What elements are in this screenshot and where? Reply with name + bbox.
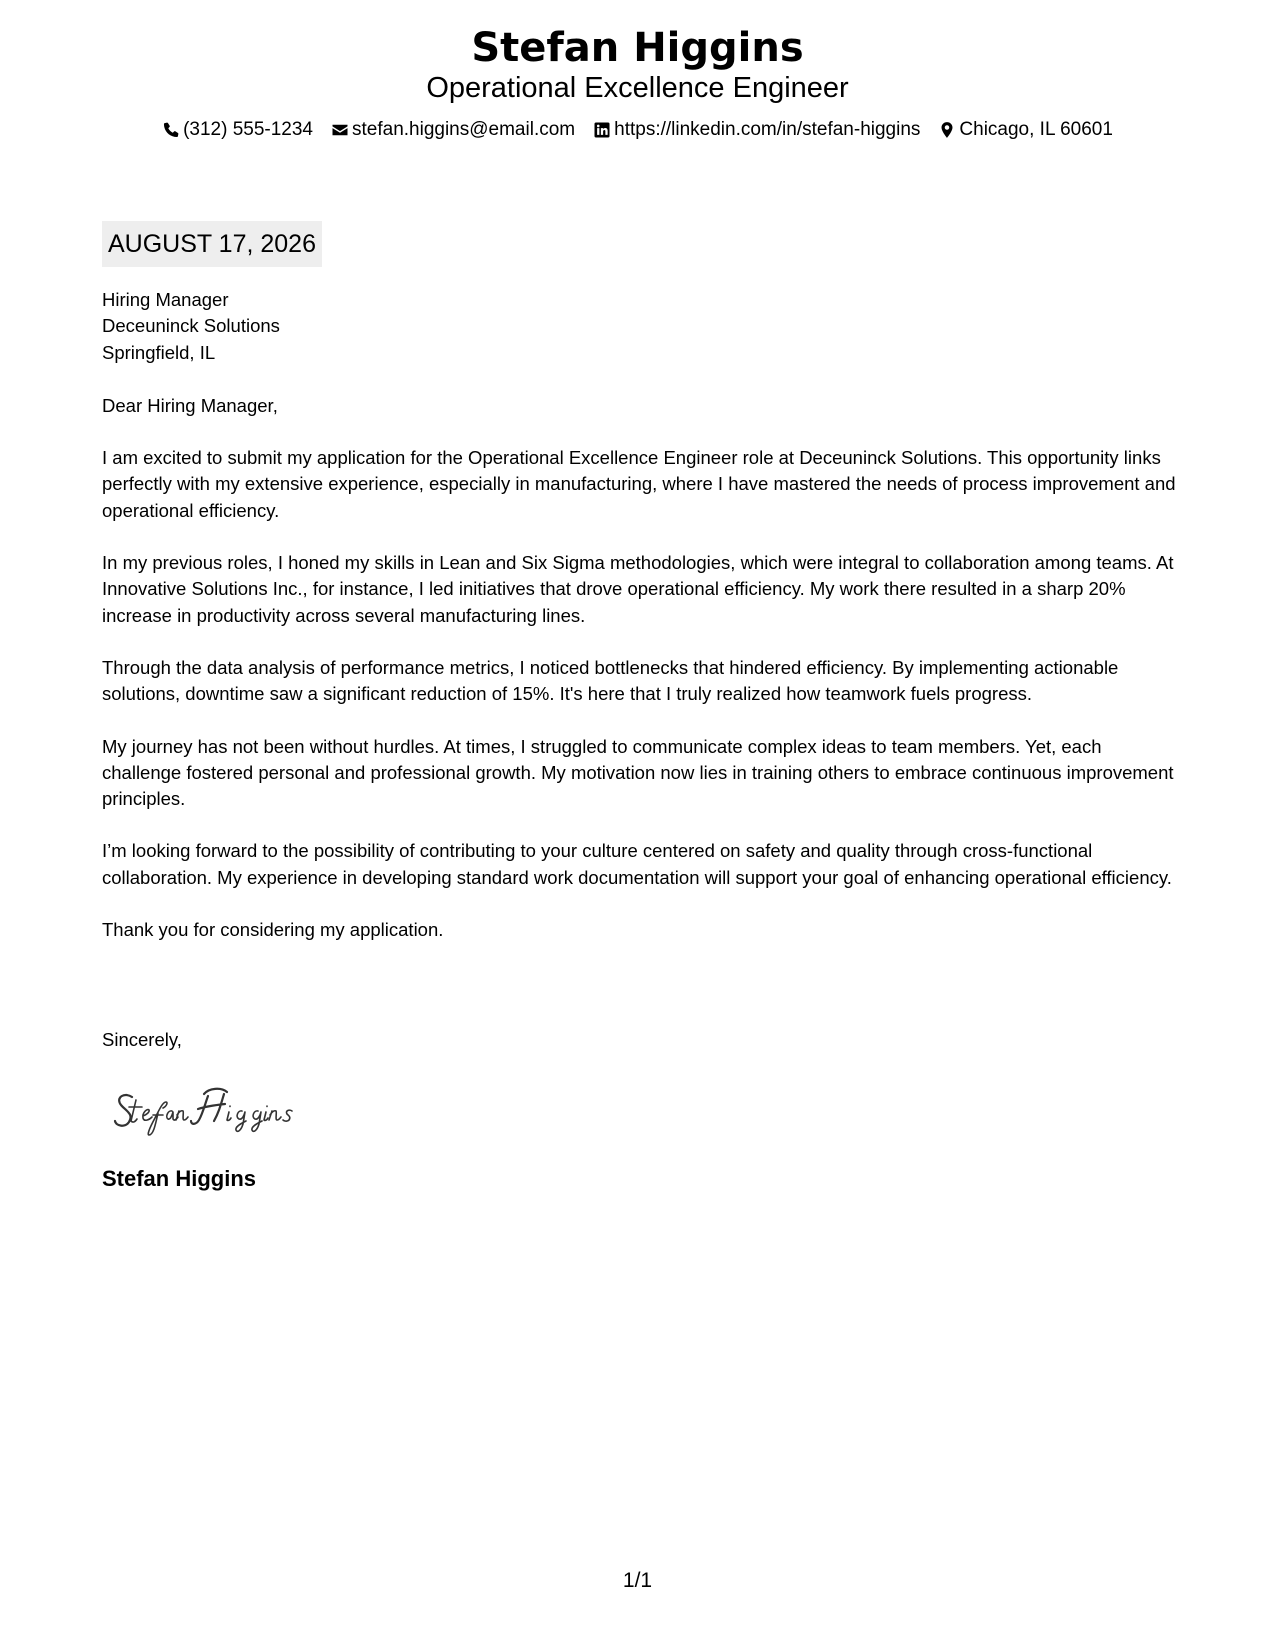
paragraph-growth: My journey has not been without hurdles. At times, I struggled to communicate complex ideas to team members. Yet, each challenge fostered personal and professional growth. My motivation now lies in training others to embrace continuous improvement principles. — [102, 735, 1174, 810]
envelope-icon — [331, 121, 349, 139]
paragraph-experience: In my previous roles, I honed my skills in Lean and Six Sigma methodologies, which were integral to collaboration among teams. At Innovative Solutions Inc., for instance, I led initiatives that drove operational efficiency. My work there resulted in a sharp 20% increase in productivity across several manufacturing lines. — [102, 552, 1174, 626]
recipient-block — [102, 287, 1182, 366]
letter-date: AUGUST 17, 2026 — [102, 221, 322, 267]
contact-info — [0, 118, 1275, 142]
paragraph-intro: I am excited to submit my application for the Operational Excellence Engineer role at Deceuninck Solutions. This opportunity links perfectly with my extensive experience, especially in manufacturing, where I have mastered the needs of process improvement and operational efficiency. — [102, 447, 1176, 521]
handwritten-signature — [112, 1078, 352, 1138]
recipient-location: Springfield, IL — [102, 341, 216, 363]
paragraph-analysis: Through the data analysis of performance metrics, I noticed bottlenecks that hindered efficiency. By implementing actionable solutions, downtime saw a significant reduction of 15%. It's here that I truly realized how teamwork fuels progress. — [102, 656, 1119, 705]
letter-header — [0, 22, 1275, 142]
contact-location-text: Chicago, IL 60601 — [959, 119, 1113, 140]
contact-email[interactable] — [331, 118, 575, 142]
signer-name: Stefan Higgins — [102, 1166, 257, 1191]
applicant-job-title: Operational Excellence Engineer — [426, 72, 849, 104]
recipient-company: Deceuninck Solutions — [102, 315, 280, 337]
page-number: 1/1 — [622, 1569, 653, 1592]
contact-phone — [162, 118, 313, 142]
applicant-name: Stefan Higgins — [471, 25, 804, 71]
contact-email-text: stefan.higgins@email.com — [352, 119, 576, 140]
linkedin-icon — [593, 121, 611, 139]
map-pin-icon — [938, 121, 956, 139]
contact-linkedin[interactable] — [593, 118, 920, 142]
contact-linkedin-text: https://linkedin.com/in/stefan-higgins — [614, 119, 921, 140]
phone-icon — [162, 121, 180, 139]
salutation: Dear Hiring Manager, — [102, 394, 278, 416]
paragraph-thanks: Thank you for considering my application. — [102, 919, 444, 941]
paragraph-contribution: I’m looking forward to the possibility of contributing to your culture centered on safety and quality through cross-functional collaboration. My experience in developing standard work documentation will support your goal of enhancing operational efficiency. — [102, 840, 1172, 888]
closing: Sincerely, — [102, 1029, 182, 1050]
letter-body — [102, 287, 1182, 943]
contact-location — [938, 118, 1113, 142]
contact-phone-text: (312) 555-1234 — [183, 119, 313, 140]
recipient-title: Hiring Manager — [102, 289, 229, 310]
